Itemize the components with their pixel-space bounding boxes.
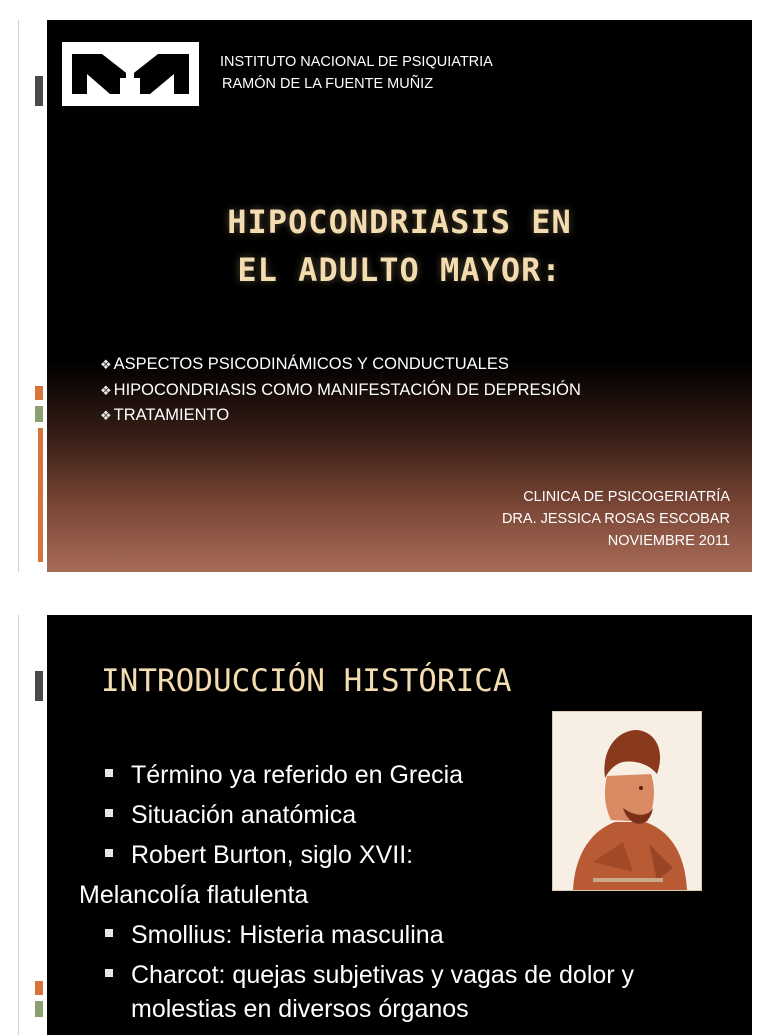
list-item: ❖ ASPECTOS PSICODINÁMICOS Y CONDUCTUALES xyxy=(100,355,509,373)
square-bullet-icon xyxy=(105,929,113,937)
slide-side-strip xyxy=(19,615,47,1035)
slide-title xyxy=(47,198,752,294)
slide-side-strip xyxy=(19,20,47,572)
strip-green-mark xyxy=(35,1001,43,1017)
slide-title-line2: EL ADULTO MAYOR: xyxy=(237,251,562,289)
diamond-bullet-icon: ❖ xyxy=(100,382,112,398)
list-item: ❖ TRATAMIENTO xyxy=(100,406,230,424)
author-credits xyxy=(502,486,730,552)
diamond-bullet-icon: ❖ xyxy=(100,408,112,423)
strip-dark-mark xyxy=(35,671,43,701)
credit-date: NOVIEMBRE 2011 xyxy=(607,533,730,549)
list-item: Término ya referido en Grecia xyxy=(105,755,634,795)
square-bullet-icon xyxy=(105,769,113,777)
list-item: Melancolía flatulenta xyxy=(79,881,309,909)
strip-dark-mark xyxy=(35,76,43,106)
diamond-bullet-icon: ❖ xyxy=(100,357,112,372)
list-item: Situación anatómica xyxy=(105,795,634,835)
history-list xyxy=(79,755,635,1023)
institute-logo xyxy=(62,42,199,106)
list-item-continuation: molestias en diversos órganos xyxy=(131,995,469,1023)
strip-orange-mark xyxy=(35,981,43,995)
slide-title: INTRODUCCIÓN HISTÓRICA xyxy=(101,663,512,699)
credit-clinic: CLINICA DE PSICOGERIATRÍA xyxy=(523,489,730,505)
credit-author: DRA. JESSICA ROSAS ESCOBAR xyxy=(501,511,730,527)
list-item: Smollius: Histeria masculina xyxy=(105,915,634,955)
square-bullet-icon xyxy=(105,849,113,857)
square-bullet-icon xyxy=(105,809,113,817)
strip-orange-bar xyxy=(38,428,43,562)
list-item: Robert Burton, siglo XVII: xyxy=(105,835,634,875)
list-item: ❖ HIPOCONDRIASIS COMO MANIFESTACIÓN DE DEPRESIÓN xyxy=(100,380,581,399)
institute-name-line1: INSTITUTO NACIONAL DE PSIQUIATRIA xyxy=(220,54,493,70)
institute-logo-icon xyxy=(62,42,199,106)
strip-green-mark xyxy=(35,406,43,422)
slide-title-line1: HIPOCONDRIASIS EN xyxy=(227,203,572,241)
institute-name-line2: RAMÓN DE LA FUENTE MUÑIZ xyxy=(222,76,434,92)
topic-list xyxy=(100,352,581,429)
title-slide xyxy=(18,20,752,572)
square-bullet-icon xyxy=(105,969,113,977)
list-item: Charcot: quejas subjetivas y vagas de dolor y xyxy=(105,955,634,995)
history-slide xyxy=(18,615,752,1035)
strip-orange-mark xyxy=(35,386,43,400)
